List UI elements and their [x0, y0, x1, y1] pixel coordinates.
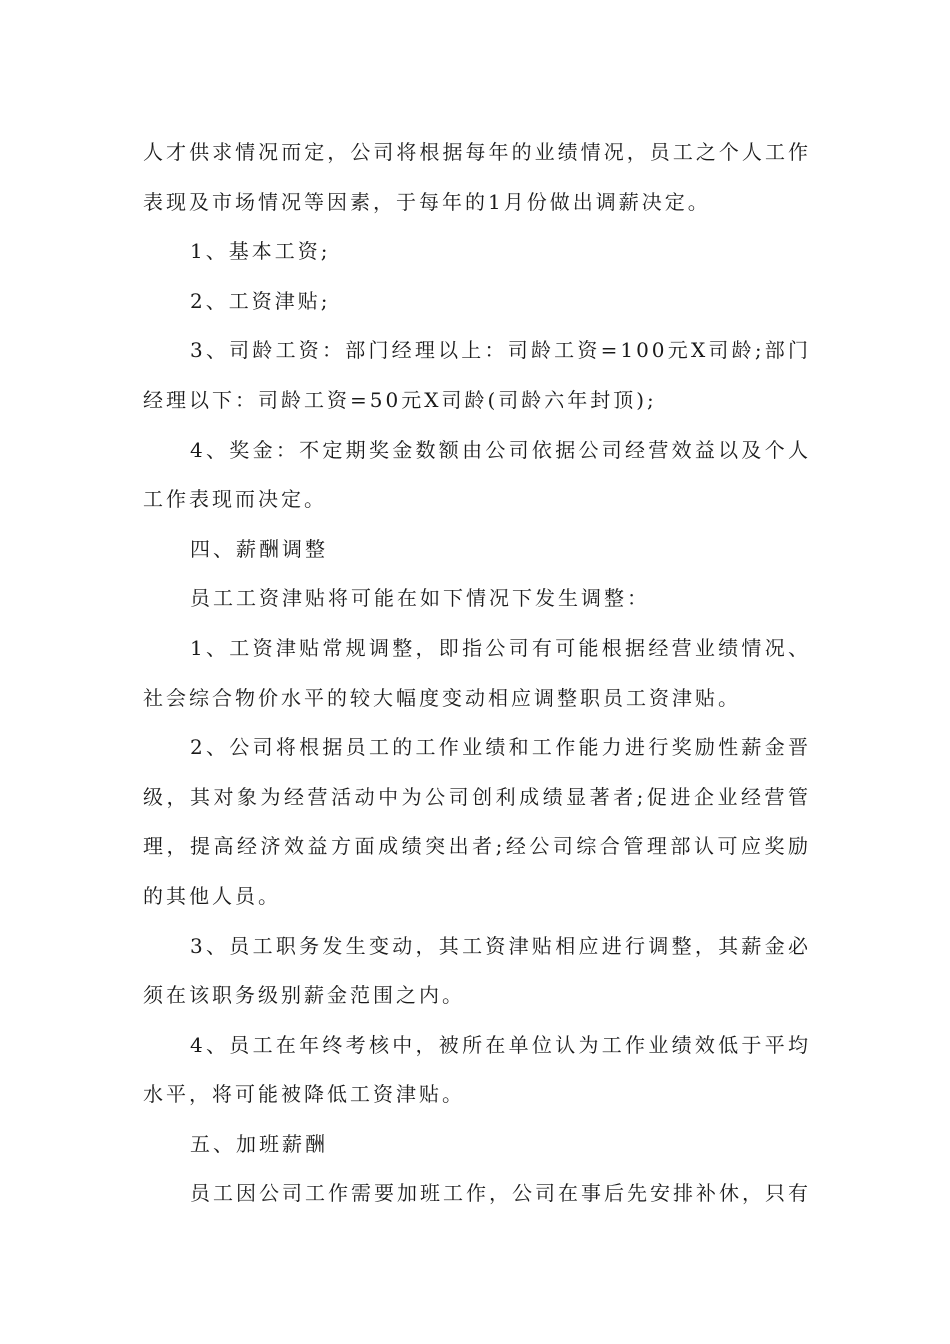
- paragraph-4: 3、司龄工资：部门经理以上：司龄工资=100元X司龄;部门经理以下：司龄工资=50元X司龄(司龄六年封顶);: [143, 338, 811, 412]
- paragraph-9: 2、公司将根据员工的工作业绩和工作能力进行奖励性薪金晋级，其对象为经营活动中为公司创利成绩显著者;促进企业经营管理，提高经济效益方面成绩突出者;经公司综合管理部认可应奖励的其他人员。: [143, 735, 811, 908]
- section-heading-salary-adjustment: 四、薪酬调整: [190, 536, 328, 561]
- paragraph-10: 3、员工职务发生变动，其工资津贴相应进行调整，其薪金必须在该职务级别薪金范围之内。: [143, 933, 811, 1008]
- document-body: [143, 128, 811, 1219]
- paragraph-11: 4、员工在年终考核中，被所在单位认为工作业绩效低于平均水平，将可能被降低工资津贴。: [143, 1032, 811, 1107]
- paragraph-3: 2、工资津贴;: [190, 288, 331, 313]
- paragraph-7: 员工工资津贴将可能在如下情况下发生调整：: [190, 586, 650, 611]
- section-heading-overtime-pay: 五、加班薪酬: [190, 1131, 328, 1156]
- paragraph-13: 员工因公司工作需要加班工作，公司在事后先安排补休，只有: [190, 1181, 811, 1206]
- paragraph-5: 4、奖金：不定期奖金数额由公司依据公司经营效益以及个人工作表现而决定。: [143, 437, 811, 512]
- paragraph-8: 1、工资津贴常规调整，即指公司有可能根据经营业绩情况、社会综合物价水平的较大幅度变动相应调整职员工资津贴。: [143, 635, 811, 710]
- paragraph-1: 人才供求情况而定，公司将根据每年的业绩情况，员工之个人工作表现及市场情况等因素，于每年的1月份做出调薪决定。: [143, 140, 811, 214]
- paragraph-2: 1、基本工资;: [190, 239, 331, 264]
